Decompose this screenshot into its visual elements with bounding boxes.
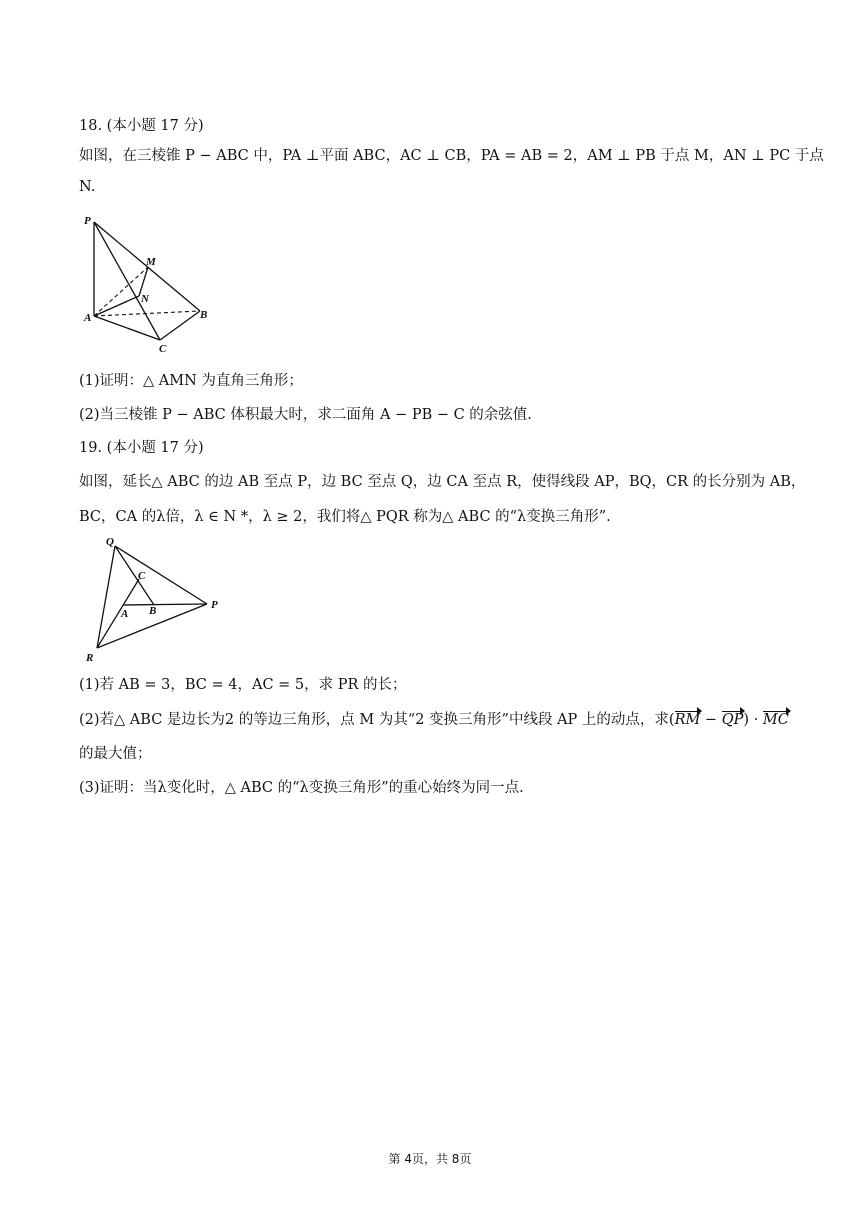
q19-stem-line2: BC，CA 的λ倍，λ ∈ N *，λ ≥ 2，我们将△ PQR 称为△ ABC 的“λ变换三角形”. (79, 509, 611, 525)
label-C: C (138, 570, 146, 582)
q19-stem-line1: 如图，延长△ ABC 的边 AB 至点 P，边 BC 至点 Q，边 CA 至点 R，使得线段 AP，BQ，CR 的长分别为 AB， (79, 474, 806, 490)
label-A: A (84, 312, 92, 324)
page-footer: 第 4页，共 8页 (388, 1152, 472, 1166)
label-C: C (159, 343, 167, 355)
q18-stem-line1: 如图，在三棱锥 P − ABC 中，PA ⊥平面 ABC，AC ⊥ CB，PA = AB = 2，AM ⊥ PB 于点 M，AN ⊥ PC 于点 (79, 148, 824, 164)
q19-part3: (3)证明：当λ变化时，△ ABC 的“λ变换三角形”的重心始终为同一点. (79, 780, 524, 796)
label-P: P (211, 599, 218, 611)
q18-stem-line2: N. (79, 179, 96, 195)
q18-tetrahedron-figure (82, 210, 217, 358)
label-B: B (200, 309, 208, 321)
label-N: N (141, 293, 149, 305)
q18-header: 18. (本小题 17 分) (79, 118, 204, 134)
vector-MC: MC (762, 712, 789, 728)
label-A: A (121, 608, 129, 620)
q19-part2-prefix: (2)若△ ABC 是边长为2 的等边三角形，点 M 为其“2 变换三角形”中线段 AP 上的动点，求( (79, 712, 675, 728)
label-Q: Q (106, 536, 114, 548)
label-M: M (146, 256, 156, 268)
label-P: P (84, 215, 91, 227)
q19-part2-minus: − (700, 712, 722, 728)
q18-part1: (1)证明：△ AMN 为直角三角形； (79, 373, 303, 389)
label-R: R (86, 652, 94, 664)
q19-triangle-figure (82, 535, 227, 667)
vector-RM: RM (674, 712, 701, 728)
label-B: B (149, 605, 157, 617)
q19-part2-line1 (79, 710, 789, 730)
q19-header: 19. (本小题 17 分) (79, 440, 204, 456)
q19-part1: (1)若 AB = 3，BC = 4，AC = 5，求 PR 的长； (79, 677, 407, 693)
q19-part2-dot: ) · (743, 712, 763, 728)
q18-part2: (2)当三棱锥 P − ABC 体积最大时，求二面角 A − PB − C 的余弦值. (79, 407, 532, 423)
q19-part2-line2: 的最大值； (79, 746, 152, 762)
vector-QP: QP (721, 712, 744, 728)
